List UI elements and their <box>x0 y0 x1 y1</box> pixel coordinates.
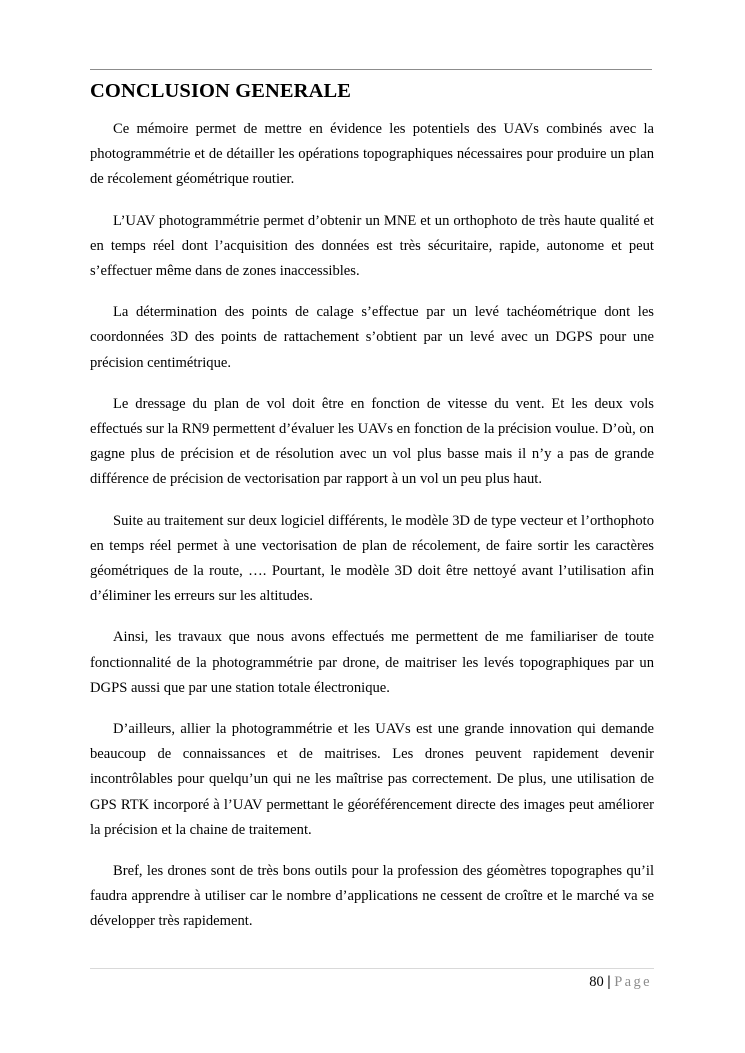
paragraph-1: Ce mémoire permet de mettre en évidence les potentiels des UAVs combinés avec la photogrammétrie et de détailler les opérations topographiques nécessaires pour produire un plan de récolement géométrique routier. <box>90 121 654 188</box>
paragraph-6: Ainsi, les travaux que nous avons effectués me permettent de me familiariser de toute fonctionnalité de la photogrammétrie par drone, de maitriser les levés topographiques par un DGPS aussi que par une station totale électronique. <box>90 629 654 696</box>
page-title: CONCLUSION GENERALE <box>90 80 352 102</box>
paragraph-4: Le dressage du plan de vol doit être en fonction de vitesse du vent. Et les deux vols effectués sur la RN9 permettent d’évaluer les UAVs en fonction de la précision voulue. D’où, on gagne plus de précision et de résolution avec un vol plus basse mais il n’y a pas de grande différence de précision de vectorisation par rapport à un vol un peu plus haut. <box>90 395 654 488</box>
paragraph-8: Bref, les drones sont de très bons outils pour la profession des géomètres topographes qu’il faudra apprendre à utiliser car le nombre d’applications ne cessent de croître et le marché va se développer très rapidement. <box>90 863 654 930</box>
footer-separator: | <box>607 974 611 990</box>
page-label: Page <box>614 974 652 990</box>
page-number: 80 <box>589 974 604 990</box>
paragraph-5: Suite au traitement sur deux logiciel différents, le modèle 3D de type vecteur et l’orthophoto en temps réel permet à une vectorisation de plan de récolement, de faire sortir les caractères géométriques de la route, …. Pourtant, le modèle 3D doit être nettoyé avant l’utilisation afin d’éliminer les erreurs sur les altitudes. <box>90 512 654 605</box>
page-footer <box>589 972 652 992</box>
footer-rule <box>90 968 654 969</box>
paragraph-7: D’ailleurs, allier la photogrammétrie et les UAVs est une grande innovation qui demande beaucoup de connaissances et de maitrises. Les drones peuvent rapidement devenir incontrôlables pour quelqu’un qui ne les maîtrise pas correctement. De plus, une utilisation de GPS RTK incorporé à l’UAV permettant le géoréférencement directe des images peut améliorer la précision et la chaine de traitement. <box>90 721 654 838</box>
header-rule <box>90 69 652 70</box>
paragraph-2: L’UAV photogrammétrie permet d’obtenir un MNE et un orthophoto de très haute qualité et en temps réel dont l’acquisition des données est très sécuritaire, rapide, autonome et peut s’effectuer même dans de zones inaccessibles. <box>90 212 654 280</box>
paragraph-3: La détermination des points de calage s’effectue par un levé tachéométrique dont les coordonnées 3D des points de rattachement s’obtient par un levé avec un DGPS pour une précision centimétrique. <box>90 304 654 371</box>
body-text <box>90 117 654 951</box>
